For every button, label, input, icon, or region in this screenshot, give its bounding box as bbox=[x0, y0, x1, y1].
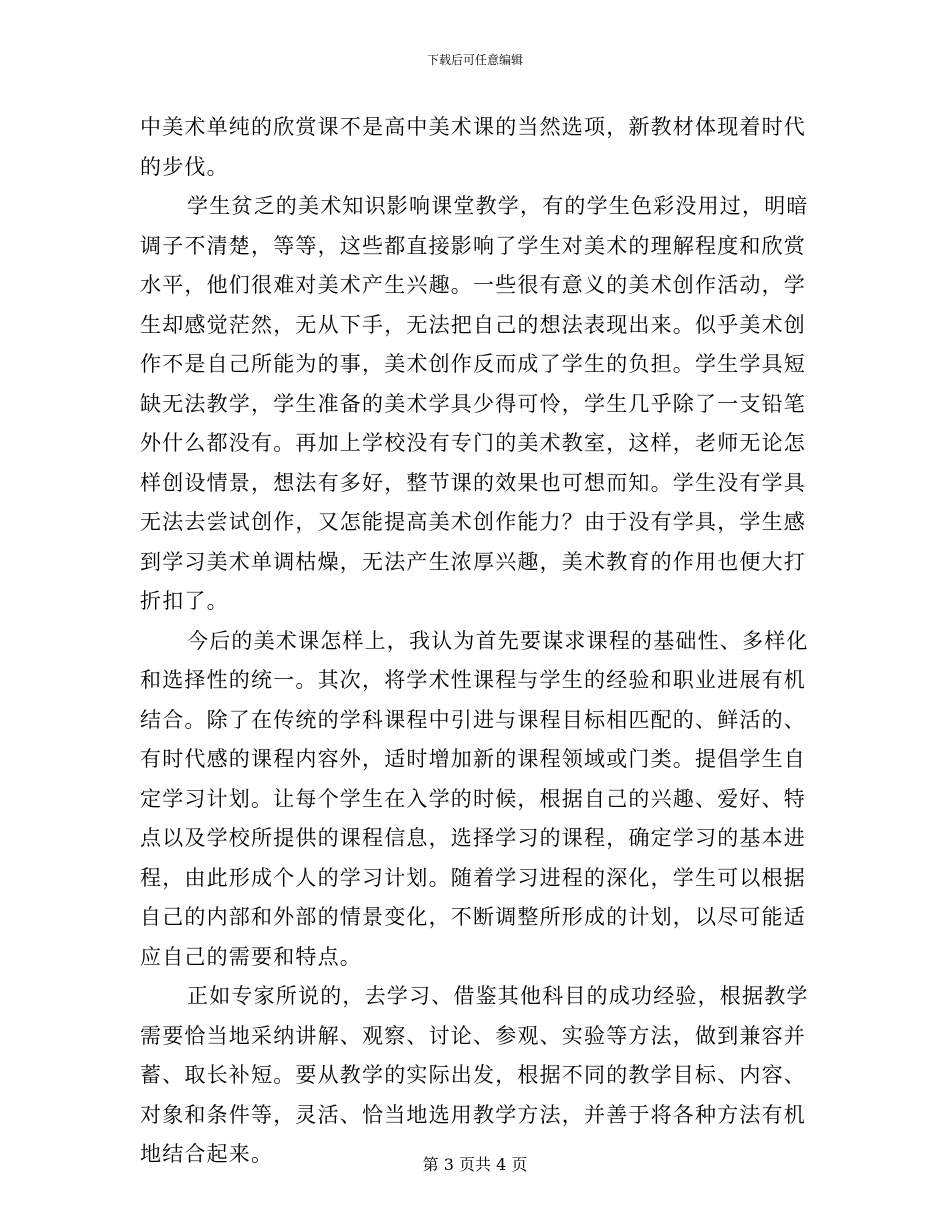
text-line: 地结合起来。 bbox=[140, 1142, 274, 1166]
paragraph-start-line: 学生贫乏的美术知识影响课堂教学，有的学生色彩没用过，明暗 bbox=[187, 194, 809, 218]
text-line: 程，由此形成个人的学习计划。随着学习进程的深化，学生可以根据 bbox=[140, 865, 806, 890]
text-line: 对象和条件等，灵活、恰当地选用教学方法，并善于将各种方法有机 bbox=[140, 1102, 806, 1127]
document-body bbox=[140, 108, 810, 1175]
text-line: 到学习美术单调枯燥，无法产生浓厚兴趣，美术教育的作用也便大打 bbox=[140, 549, 806, 574]
text-line: 调子不清楚，等等，这些都直接影响了学生对美术的理解程度和欣赏 bbox=[140, 233, 806, 258]
page-number-footer: 第 3 页共 4 页 bbox=[422, 1155, 528, 1174]
text-line: 应自己的需要和特点。 bbox=[140, 944, 362, 969]
paragraph-start-line: 正如专家所说的，去学习、借鉴其他科目的成功经验，根据教学 bbox=[187, 984, 809, 1008]
text-line: 的步伐。 bbox=[140, 154, 229, 179]
text-line: 蓄、取长补短。要从教学的实际出发，根据不同的教学目标、内容、 bbox=[140, 1063, 806, 1087]
text-line: 结合。除了在传统的学科课程中引进与课程目标相匹配的、鲜活的、 bbox=[140, 707, 806, 732]
text-line: 外什么都没有。再加上学校没有专门的美术教室，这样，老师无论怎 bbox=[140, 431, 806, 455]
text-line: 样创设情景，想法有多好，整节课的效果也可想而知。学生没有学具 bbox=[140, 470, 806, 495]
text-line: 缺无法教学，学生准备的美术学具少得可怜，学生几乎除了一支铅笔 bbox=[140, 391, 806, 416]
text-line: 定学习计划。让每个学生在入学的时候，根据自己的兴趣、爱好、特 bbox=[140, 786, 806, 811]
text-line: 作不是自己所能为的事，美术创作反而成了学生的负担。学生学具短 bbox=[140, 352, 806, 376]
text-line: 自己的内部和外部的情景变化，不断调整所形成的计划，以尽可能适 bbox=[140, 905, 806, 929]
text-line: 中美术单纯的欣赏课不是高中美术课的当然选项，新教材体现着时代 bbox=[140, 115, 806, 139]
page-header: 下载后可任意编辑 bbox=[426, 53, 523, 67]
text-line: 折扣了。 bbox=[140, 589, 229, 613]
text-line: 点以及学校所提供的课程信息，选择学习的课程，确定学习的基本进 bbox=[140, 826, 806, 850]
text-line: 无法去尝试创作，又怎能提高美术创作能力？由于没有学具，学生感 bbox=[140, 510, 806, 534]
text-line: 生却感觉茫然，无从下手，无法把自己的想法表现出来。似乎美术创 bbox=[140, 312, 806, 337]
text-line: 水平，他们很难对美术产生兴趣。一些很有意义的美术创作活动，学 bbox=[140, 273, 806, 297]
paragraph-start-line: 今后的美术课怎样上，我认为首先要谋求课程的基础性、多样化 bbox=[187, 628, 809, 653]
text-line: 需要恰当地采纳讲解、观察、讨论、参观、实验等方法，做到兼容并 bbox=[140, 1023, 806, 1048]
text-line: 和选择性的统一。其次，将学术性课程与学生的经验和职业进展有机 bbox=[140, 668, 806, 692]
text-line: 有时代感的课程内容外，适时增加新的课程领域或门类。提倡学生自 bbox=[140, 747, 806, 771]
